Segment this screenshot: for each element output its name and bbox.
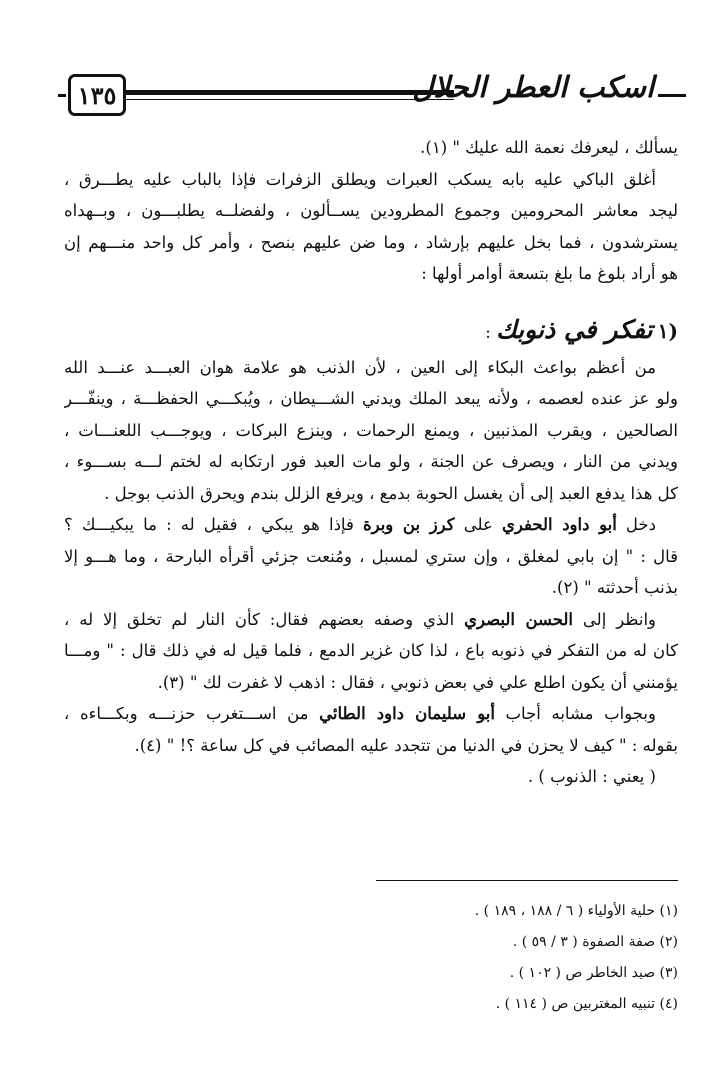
- header-rule-left: [58, 94, 66, 97]
- person-name: الحسن البصري: [464, 609, 573, 629]
- person-name: أبو داود الحفري: [501, 515, 617, 534]
- text-run: الذي وصفه بعضهم فقال: كأن النار لم تخلق إلا له ،: [64, 609, 465, 629]
- text-line: [64, 698, 678, 730]
- text-line: [64, 509, 678, 541]
- text-line: ( يعني : الذنوب ) .: [527, 767, 656, 786]
- header-rule-right: [658, 94, 686, 97]
- footnote-separator: [376, 880, 678, 881]
- body-text: [64, 132, 678, 793]
- footnote: (١) حلية الأولياء ( ٦ / ١٨٨ ، ١٨٩ ) .: [474, 903, 678, 919]
- text-line: الصالحين ، ويقرب المذنبين ، ويمنع الرحمات ، وينزع البركات ، ويوجـــب اللعنـــات ،: [64, 420, 678, 440]
- text-line: يسترشدون ، فما بخل عليهم بإرشاد ، وما ضن عليهم بنصح ، وأمر كل واحد منـــهم إن: [64, 232, 678, 252]
- text-line: كان له من التفكر في ذنوبه باع ، لذا كان غزير الدمع ، فلما قيل له في ذلك قال : " ومـــا: [64, 641, 678, 660]
- text-line: يسألك ، ليعرفك نعمة الله عليك " (١).: [420, 138, 678, 157]
- page-header: [58, 68, 686, 124]
- header-rule-thick: [126, 90, 454, 95]
- text-line: كل هذا يدفع العبد إلى أن يغسل الحوبة بدمع ، ويرفع الزلل بندم ويحرق الذنب بوجل .: [104, 483, 678, 503]
- text-line: من أعظم بواعث البكاء إلى العين ، لأن الذنب هو علامة هوان العبـــد عنـــد الله: [64, 357, 656, 377]
- section-heading: [64, 308, 678, 352]
- text-line: بقوله : " كيف لا يحزن في الدنيا من تتجدد عليه المصائب في كل ساعة ؟! " (٤).: [134, 735, 678, 755]
- footnote: (٤) تنبيه المغتربين ص ( ١١٤ ) .: [495, 996, 678, 1012]
- running-title: اسكب العطر الحلال: [412, 70, 654, 104]
- page-number: ١٣٥: [68, 74, 126, 116]
- section-number: (١: [657, 318, 678, 343]
- text-line: ويدني من النار ، ويصرف عن الجنة ، ولو مات العبد فور ارتكابه له لختم لـــه بســـوء ،: [64, 452, 678, 471]
- footnote: (٣) صيد الخاطر ص ( ١٠٢ ) .: [509, 965, 678, 981]
- section-colon: :: [485, 322, 491, 342]
- text-line: ليجد معاشر المحرومين وجموع المطرودين يســألون ، ولفضلــه يطلبـــون ، وبــهداه: [64, 201, 678, 220]
- text-line: بذنب أحدثته " (٢).: [551, 578, 678, 597]
- text-line: أغلق الباكي عليه بابه يسكب العبرات ويطلق الزفرات فإذا بالباب عليه يطـــرق ،: [64, 169, 656, 189]
- text-line: [64, 604, 678, 636]
- text-run: دخل: [616, 515, 656, 534]
- footnote: (٢) صفة الصفوة ( ٣ / ٥٩ ) .: [512, 934, 678, 950]
- text-run: من اســـتغرب حزنـــه وبكـــاءه ،: [64, 704, 320, 723]
- text-line: قال : " إن بابي لمغلق ، وإن ستري لمسبل ، ومُنعت جزئي أقرأه البارحة ، وما هـــو إلا: [64, 546, 678, 566]
- footnotes: [200, 896, 678, 1020]
- text-line: يؤمنني أن يكون اطلع علي في بعض ذنوبي ، فقال : اذهب لا غفرت لك " (٣).: [157, 672, 678, 692]
- section-title: تفكر في ذنوبك: [496, 314, 653, 344]
- text-line: ولو عز عنده لعصمه ، ولأنه يبعد الملك ويدني الشـــيطان ، ويُبكـــي الحفظـــة ، وينفّـــر: [64, 389, 678, 408]
- text-run: وبجواب مشابه أجاب: [494, 704, 656, 723]
- header-rule-thin: [126, 99, 454, 100]
- person-name: كرز بن وبرة: [362, 515, 455, 534]
- text-line: هو أراد بلوغ ما بلغ بتسعة أوامر أولها :: [421, 264, 678, 283]
- text-run: فإذا هو يبكي ، فقيل له : ما يبكيـــك ؟: [64, 515, 363, 534]
- text-run: وانظر إلى: [572, 609, 656, 629]
- person-name: أبو سليمان داود الطائي: [319, 704, 495, 723]
- text-run: على: [454, 515, 502, 534]
